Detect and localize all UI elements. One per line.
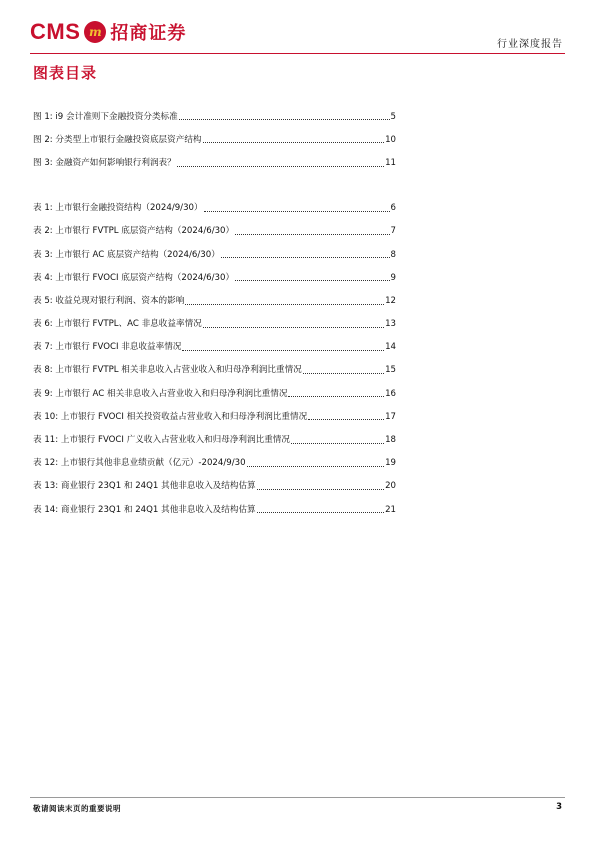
toc-entry-label: 表 11: 上市银行 FVOCI 广义收入占营业收入和归母净利润比重情况 (33, 435, 290, 446)
toc-table-entry[interactable] (33, 282, 396, 305)
toc-entry-page: 21 (385, 504, 396, 515)
toc-figure-entry[interactable] (33, 98, 396, 121)
toc-entry-label: 图 1: i9 会计准则下金融投资分类标准 (33, 111, 178, 122)
toc-leader-dots (203, 327, 384, 328)
toc-leader-dots (203, 142, 385, 143)
toc-entry-page: 8 (390, 249, 396, 260)
toc-table-entry[interactable] (33, 190, 396, 213)
toc-leader-dots (257, 512, 384, 513)
logo-chinese: 招商证券 (110, 23, 187, 44)
toc-leader-dots (235, 280, 389, 281)
logo-latin: CMS (30, 19, 81, 44)
toc-entry-page: 19 (385, 458, 396, 469)
toc-entry-page: 15 (385, 365, 396, 376)
toc-leader-dots (177, 166, 384, 167)
footer-disclaimer: 敬请阅读末页的重要说明 (33, 804, 121, 813)
toc-entry-page: 6 (390, 203, 396, 214)
toc-entry-page: 16 (385, 388, 396, 399)
toc-table-entry[interactable] (33, 445, 396, 468)
toc-leader-dots (308, 419, 384, 420)
toc-entry-label: 表 1: 上市银行金融投资结构（2024/9/30） (33, 203, 203, 214)
toc-entry-label: 图 2: 分类型上市银行金融投资底层资产结构 (33, 134, 202, 145)
toc-leader-dots (221, 257, 390, 258)
toc-entry-label: 图 3: 金融资产如何影响银行利润表？ (33, 157, 176, 168)
header-divider (30, 53, 565, 54)
toc-entry-label: 表 12: 上市银行其他非息业绩贡献（亿元）-2024/9/30 (33, 458, 246, 469)
toc-table-entry[interactable] (33, 421, 396, 444)
toc-entry-label: 表 2: 上市银行 FVTPL 底层资产结构（2024/6/30） (33, 226, 235, 237)
brand-logo (30, 19, 186, 45)
toc-leader-dots (288, 396, 384, 397)
toc-entry-label: 表 6: 上市银行 FVTPL、AC 非息收益率情况 (33, 319, 202, 330)
toc-leader-dots (291, 443, 384, 444)
footer-divider (30, 797, 565, 798)
toc-leader-dots (185, 304, 384, 305)
report-section-label: 行业深度报告 (497, 39, 563, 50)
toc-entry-label: 表 7: 上市银行 FVOCI 非息收益率情况 (33, 342, 182, 353)
toc-entry-label: 表 8: 上市银行 FVTPL 相关非息收入占营业收入和归母净利润比重情况 (33, 365, 302, 376)
toc-entry-page: 9 (390, 272, 396, 283)
toc-leader-dots (182, 350, 384, 351)
page-title: 图表目录 (33, 64, 98, 82)
toc-table-entry[interactable] (33, 352, 396, 375)
toc-entry-label: 表 9: 上市银行 AC 相关非息收入占营业收入和归母净利润比重情况 (33, 388, 288, 399)
toc-entry-page: 20 (385, 481, 396, 492)
toc-table-entry[interactable] (33, 329, 396, 352)
toc-entry-label: 表 5: 收益兑现对银行利润、资本的影响 (33, 295, 185, 306)
toc-entry-label: 表 14: 商业银行 23Q1 和 24Q1 其他非息收入及结构估算 (33, 504, 256, 515)
toc-entry-page: 12 (385, 295, 396, 306)
toc-entry-page: 11 (385, 157, 396, 168)
logo-badge-icon: m (84, 21, 106, 43)
toc-entry-page: 5 (390, 111, 396, 122)
toc-entry-page: 18 (385, 435, 396, 446)
toc-entry-label: 表 13: 商业银行 23Q1 和 24Q1 其他非息收入及结构估算 (33, 481, 256, 492)
toc-entry-page: 13 (385, 319, 396, 330)
page-number: 3 (556, 802, 562, 812)
toc-table-entry[interactable] (33, 306, 396, 329)
toc-entry-page: 7 (390, 226, 396, 237)
toc-entry-label: 表 4: 上市银行 FVOCI 底层资产结构（2024/6/30） (33, 272, 235, 283)
toc-table-entry[interactable] (33, 468, 396, 491)
toc-entry-page: 17 (385, 411, 396, 422)
toc-entry-page: 14 (385, 342, 396, 353)
toc-table-entry[interactable] (33, 398, 396, 421)
toc-leader-dots (303, 373, 384, 374)
toc-entry-page: 10 (385, 134, 396, 145)
toc-figure-entry[interactable] (33, 144, 396, 167)
toc-leader-dots (204, 211, 390, 212)
toc-table-entry[interactable] (33, 259, 396, 282)
toc-figure-entry[interactable] (33, 121, 396, 144)
toc-leader-dots (235, 234, 389, 235)
toc-section-gap (33, 168, 396, 190)
toc-leader-dots (179, 119, 390, 120)
toc-leader-dots (247, 466, 385, 467)
toc-table-entry[interactable] (33, 375, 396, 398)
toc-table-entry[interactable] (33, 236, 396, 259)
toc-table-entry[interactable] (33, 213, 396, 236)
toc-entry-label: 表 10: 上市银行 FVOCI 相关投资收益占营业收入和归母净利润比重情况 (33, 411, 308, 422)
toc-leader-dots (257, 489, 384, 490)
toc-table-entry[interactable] (33, 491, 396, 514)
toc-entry-label: 表 3: 上市银行 AC 底层资产结构（2024/6/30） (33, 249, 220, 260)
toc-list (33, 98, 396, 514)
